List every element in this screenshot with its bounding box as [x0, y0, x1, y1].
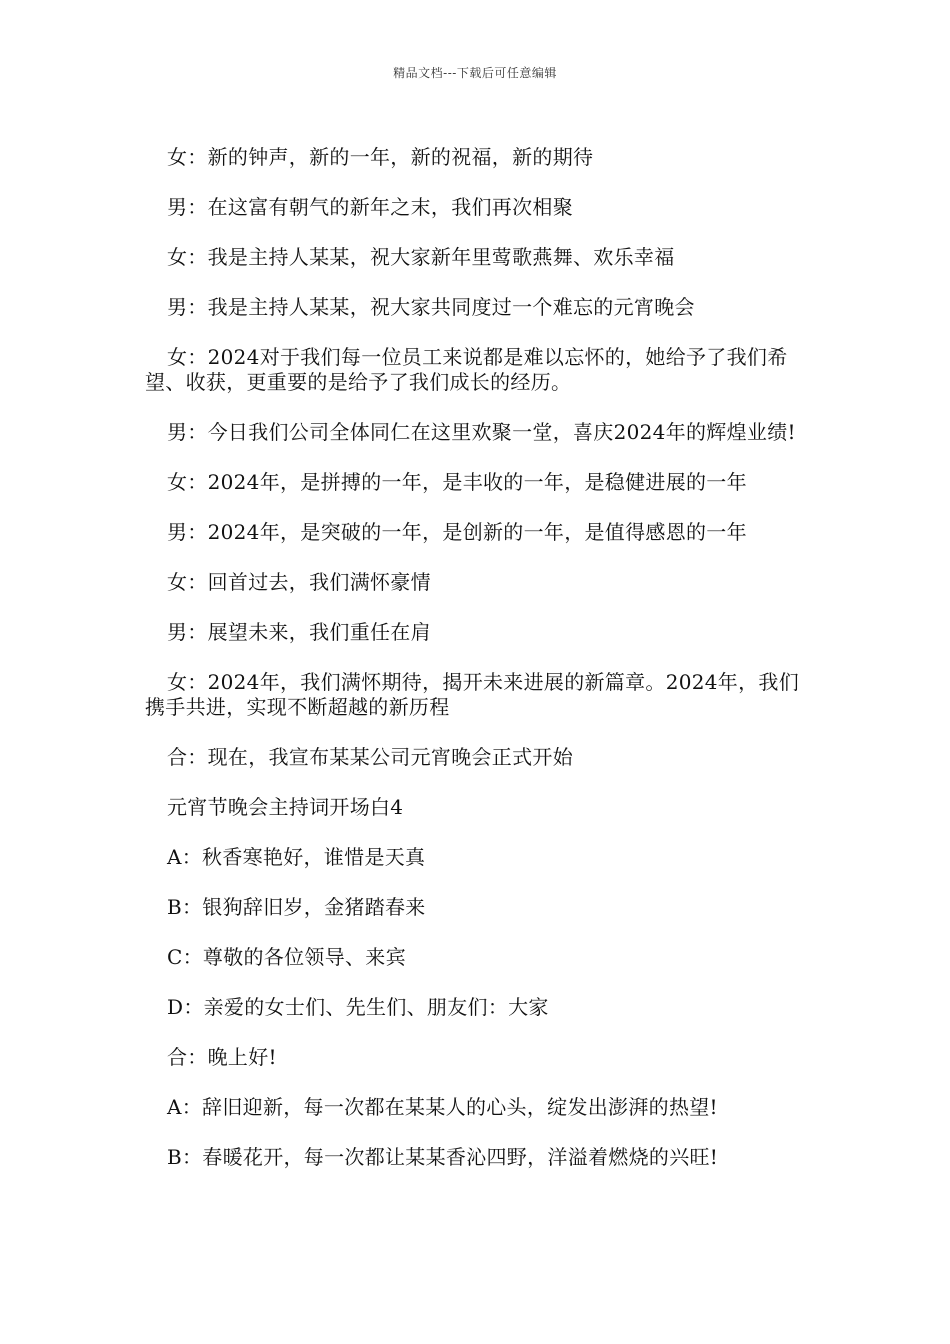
paragraph: 女：2024对于我们每一位员工来说都是难以忘怀的，她给予了我们希望、收获，更重要的是给予了我们成长的经历。 [145, 345, 788, 394]
paragraph: D：亲爱的女士们、先生们、朋友们：大家 [167, 995, 549, 1019]
paragraph: 男：今日我们公司全体同仁在这里欢聚一堂，喜庆2024年的辉煌业绩! [167, 420, 796, 444]
paragraph: B：银狗辞旧岁，金猪踏春来 [167, 895, 426, 919]
paragraph: 女：回首过去，我们满怀豪情 [167, 570, 431, 594]
paragraph: 男：在这富有朝气的新年之末，我们再次相聚 [167, 195, 573, 219]
paragraph: 男：2024年，是突破的一年，是创新的一年，是值得感恩的一年 [167, 520, 747, 544]
paragraph: A：秋香寒艳好，谁惜是天真 [167, 845, 426, 869]
paragraph: 女：我是主持人某某，祝大家新年里莺歌燕舞、欢乐幸福 [167, 245, 675, 269]
paragraph: 男：展望未来，我们重任在肩 [167, 620, 431, 644]
section-heading: 元宵节晚会主持词开场白4 [167, 795, 404, 819]
page-header: 精品文档---下载后可任意编辑 [393, 66, 557, 80]
paragraph: 女：新的钟声，新的一年，新的祝福，新的期待 [167, 145, 594, 169]
document-body [145, 145, 810, 1195]
paragraph: C：尊敬的各位领导、来宾 [167, 945, 406, 969]
paragraph: 合：晚上好! [167, 1045, 277, 1069]
paragraph: 男：我是主持人某某，祝大家共同度过一个难忘的元宵晚会 [167, 295, 695, 319]
paragraph: 女：2024年，是拼搏的一年，是丰收的一年，是稳健进展的一年 [167, 470, 747, 494]
paragraph: 合：现在，我宣布某某公司元宵晚会正式开始 [167, 745, 573, 769]
paragraph: A：辞旧迎新，每一次都在某某人的心头，绽发出澎湃的热望! [167, 1095, 718, 1119]
paragraph: B：春暖花开，每一次都让某某香沁四野，洋溢着燃烧的兴旺! [167, 1145, 719, 1169]
paragraph: 女：2024年，我们满怀期待，揭开未来进展的新篇章。2024年，我们携手共进，实现不断超越的新历程 [145, 670, 799, 719]
